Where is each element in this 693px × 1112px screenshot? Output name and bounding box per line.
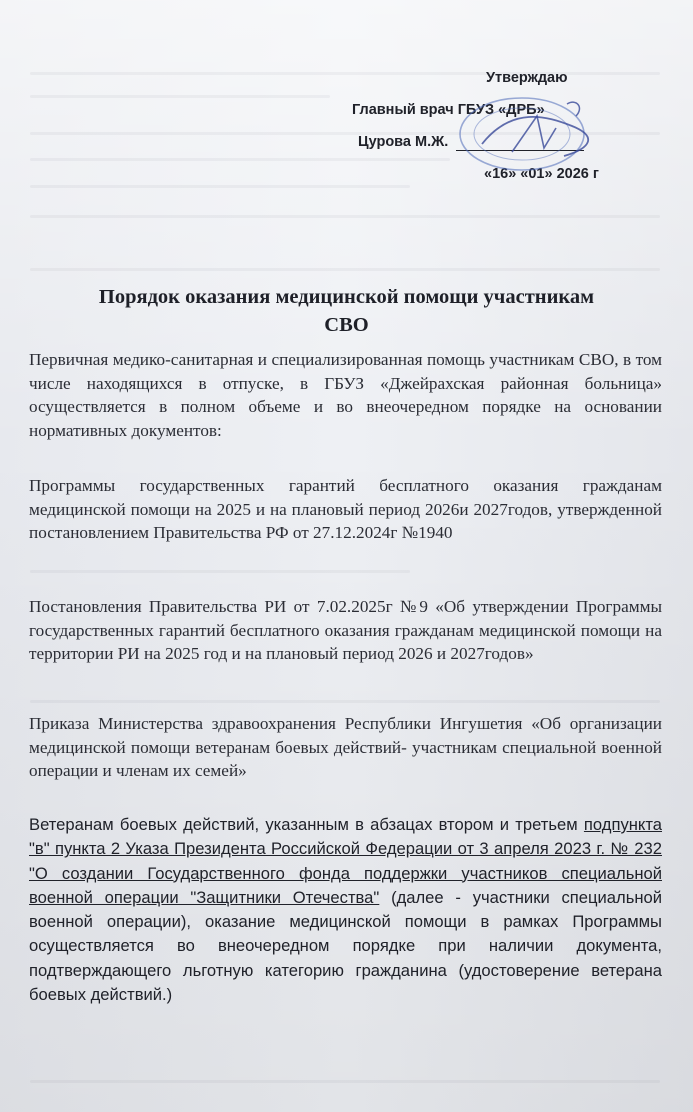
paragraph-veterans-start: Ветеранам боевых действий, указанным в абзацах втором и третьем	[29, 815, 584, 834]
paragraph-veterans	[29, 813, 662, 1007]
stamp-and-signature-icon	[452, 86, 602, 176]
show-through-line	[30, 215, 660, 218]
approval-date: «16» «01» 2026 г	[484, 166, 599, 182]
show-through-line	[30, 1080, 660, 1083]
show-through-line	[30, 185, 410, 188]
approval-approve-label: Утверждаю	[486, 70, 568, 86]
approval-position: Главный врач ГБУЗ «ДРБ»	[352, 102, 545, 118]
show-through-line	[30, 570, 410, 573]
show-through-line	[30, 268, 660, 271]
paragraph-intro: Первичная медико-санитарная и специализированная помощь участникам СВО, в том числе находящихся в отпуске, в ГБУЗ «Джейрахская районная больница» осуществляется в полном объеме и во внеочередном порядке на основании нормативных документов:	[29, 350, 662, 440]
show-through-line	[30, 95, 330, 98]
document-title-line-1: Порядок оказания медицинской помощи участникам	[98, 286, 595, 308]
show-through-line	[30, 158, 450, 161]
paragraph-regional-resolution: Постановления Правительства РИ от 7.02.2025г №9 «Об утверждении Программы государственных гарантий бесплатного оказания гражданам медицинской помощи на территории РИ на 2025 год и на плановый период 2026 и 2027годов»	[29, 597, 662, 663]
document-title	[30, 283, 663, 339]
paragraph-veterans-end: (далее - участники специальной военной операции), оказание медицинской помощи в рамках Программы осуществляется во внеочередном порядке при наличии документа, подтверждающего льготную категорию гражданина (удостоверение ветерана боевых действий.)	[29, 887, 662, 1005]
paragraph-ministry-order: Приказа Министерства здравоохранения Республики Ингушетия «Об организации медицинской помощи ветеранам боевых действий- участникам специальной военной операции и членам их семей»	[29, 714, 662, 780]
document-title-line-2: СВО	[324, 314, 369, 336]
approval-signer-name: Цурова М.Ж.	[358, 134, 449, 150]
decree-reference-link: подпункта "в" пункта 2 Указа Президента Российской Федерации от 3 апреля 2023 г. № 232 "О создании Государственного фонда поддержки участников специальной военной операции "Защитники Отечества"	[29, 815, 662, 907]
show-through-line	[30, 700, 660, 703]
paragraph-federal-program: Программы государственных гарантий бесплатного оказания гражданам медицинской помощи на 2025 и на плановый период 2026и 2027годов, утвержденной постановлением Правительства РФ от 27.12.2024г №1940	[29, 476, 662, 542]
